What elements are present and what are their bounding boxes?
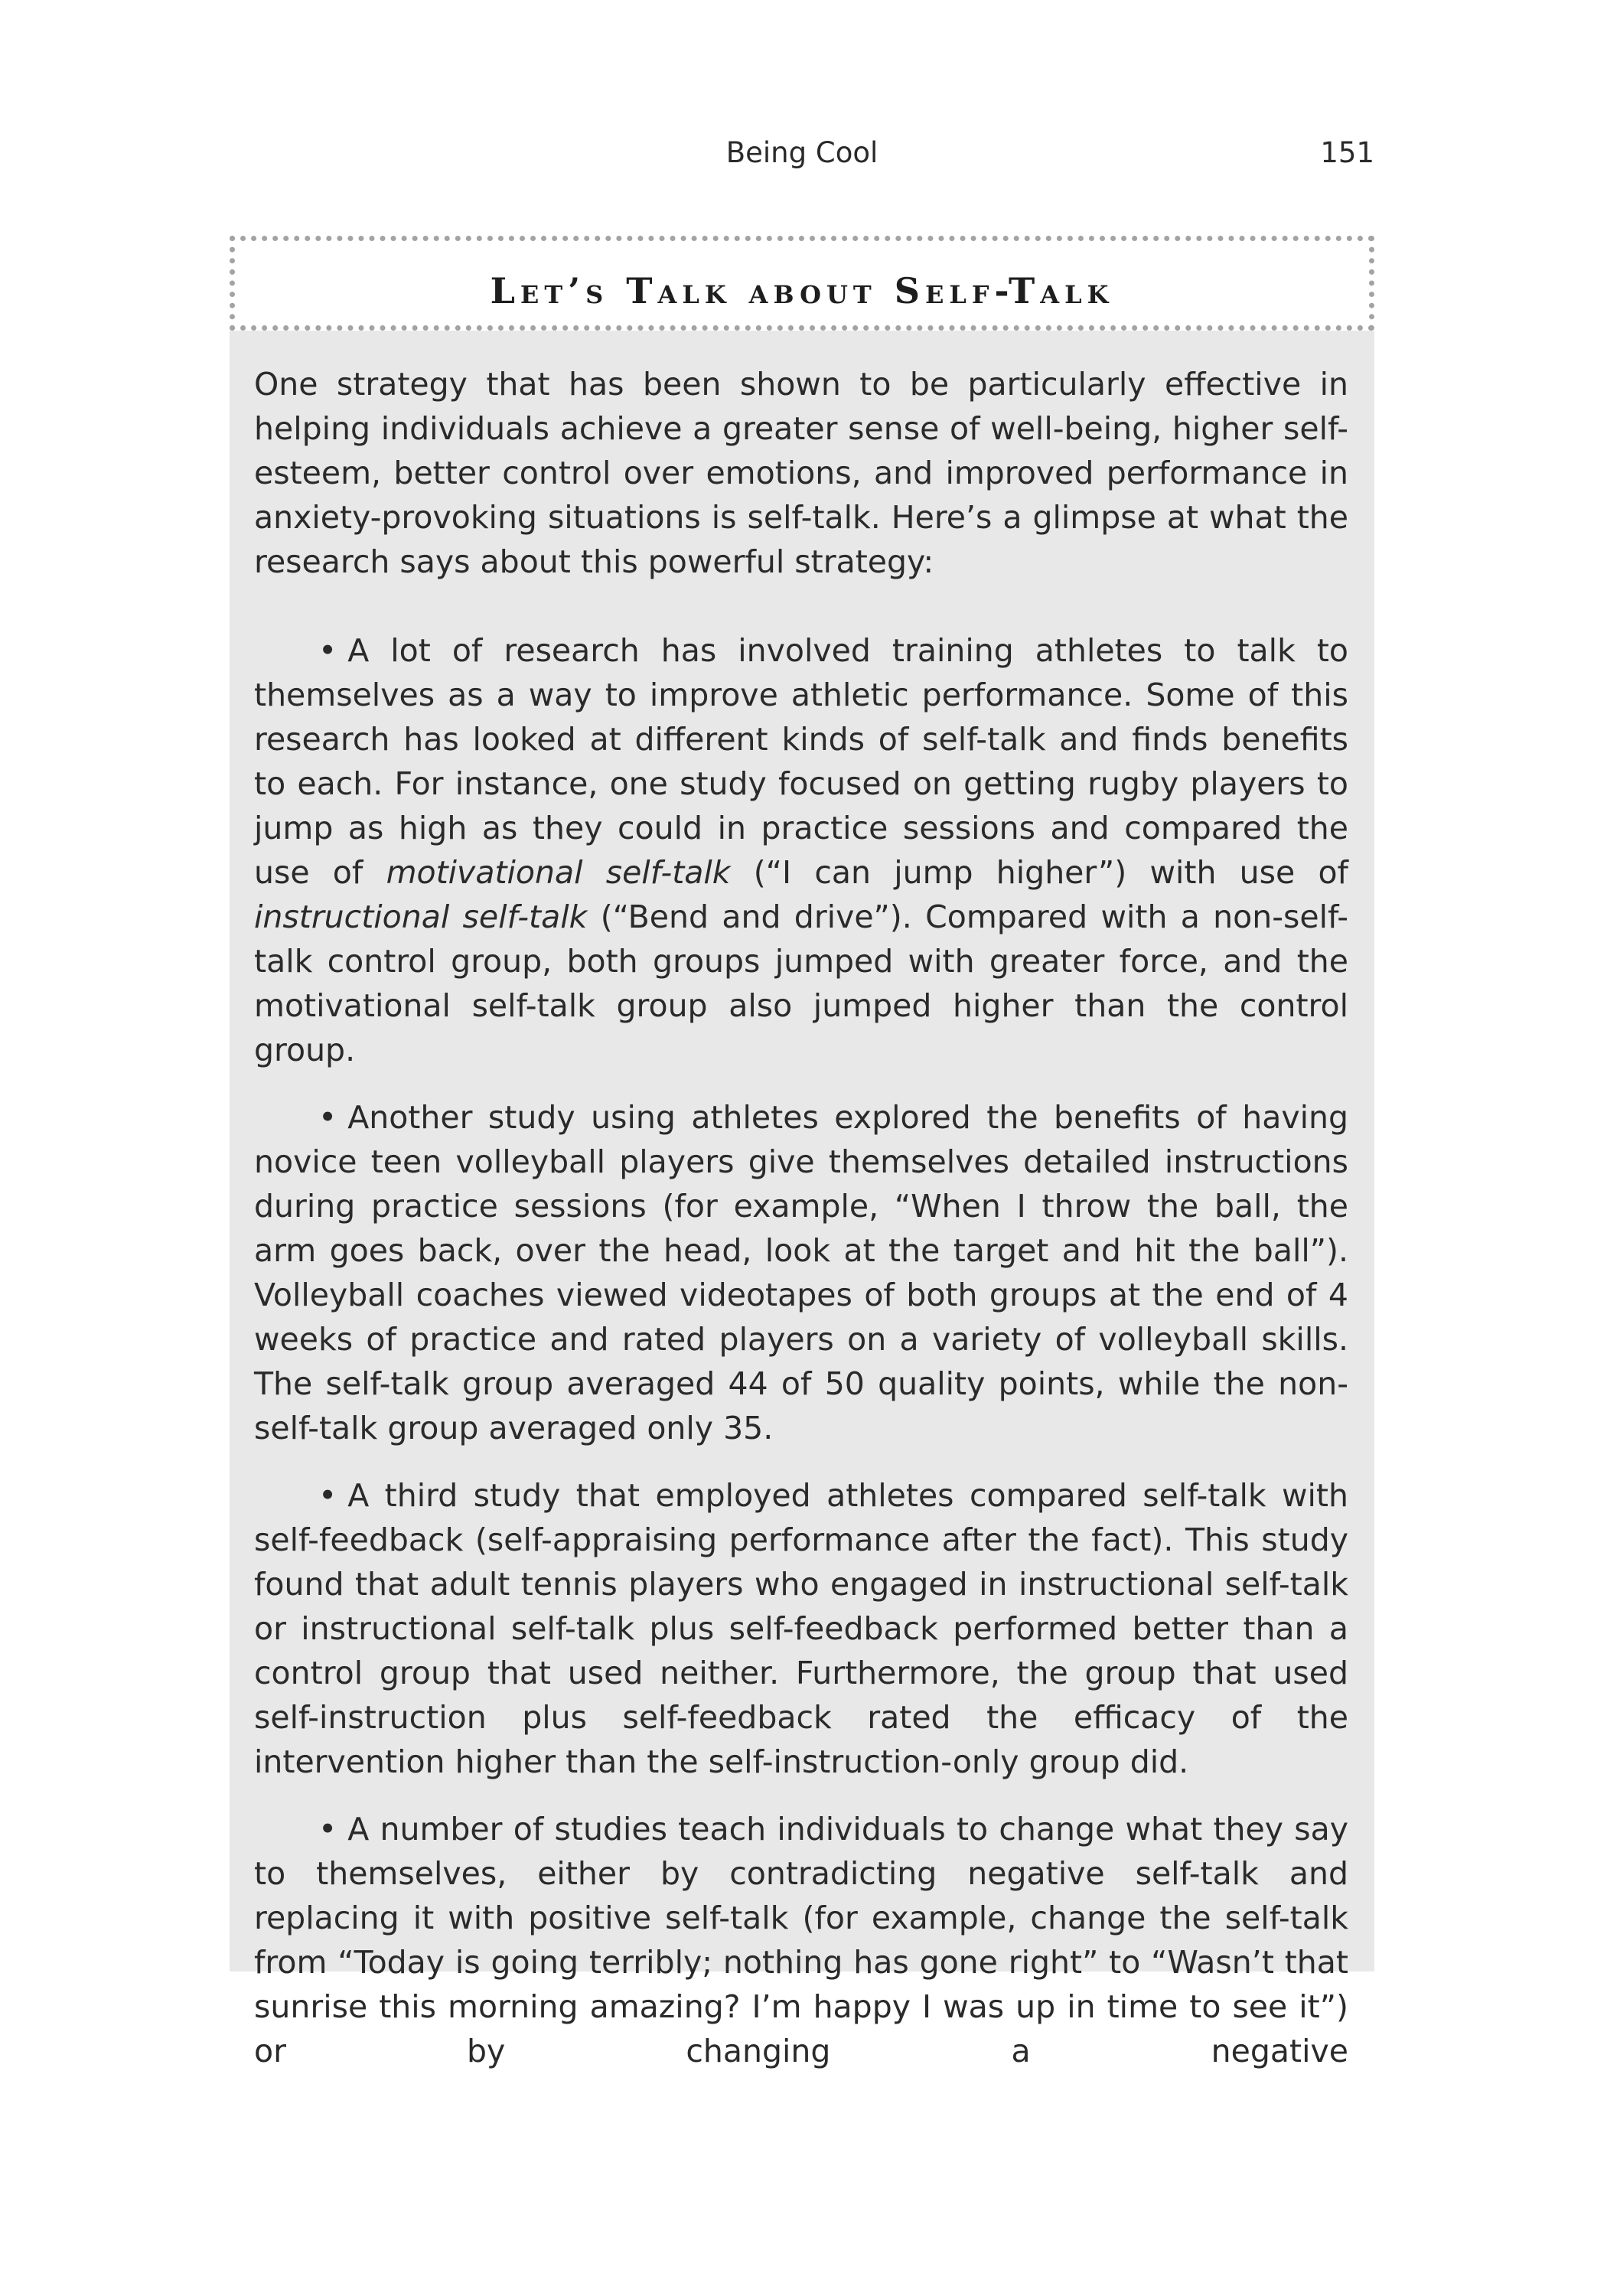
bullet-1-text-2: (“I can jump higher”) with use of (730, 854, 1348, 891)
page-number: 151 (1320, 136, 1374, 169)
bullet-4-text: A number of studies teach individuals to change what they say to themselves, either by contradicting negative self-talk and replacing it with positive self-talk (for example, change the self-talk from “Today is going terribly; nothing has gone right” to “Wasn’t that sunrise this morning amazing? I’m happy I was up in time to see it”) or by changing a negative (254, 1811, 1348, 2069)
bullet-1-emphasis-2: instructional self-talk (254, 899, 588, 935)
sidebar-body (254, 362, 1348, 2073)
bullet-icon: • (318, 1099, 337, 1136)
bullet-2-text: Another study using athletes explored the benefits of having novice teen volleyball players give themselves detailed instructions during practice sessions (for example, “When I throw the ball, the arm goes back, over the head, look at the target and hit the ball”). Volleyball coaches viewed videotapes of both groups at the end of 4 weeks of practice and rated players on a variety of volleyball skills. The self-talk group averaged 44 of 50 quality points, while the non-self-talk group averaged only 35. (254, 1099, 1348, 1446)
sidebar-header (230, 236, 1374, 331)
running-head-title: Being Cool (725, 136, 878, 169)
bullet-icon: • (318, 632, 337, 669)
bullet-paragraph-2 (254, 1095, 1348, 1450)
bullet-1-text-1: A lot of research has involved training athletes to talk to themselves as a way to improve athletic performance. Some of this research has looked at different kinds of self-talk and finds benefits to each. For instance, one study focused on getting rugby players to jump as high as they could in practice sessions and compared the use of (254, 632, 1348, 891)
bullet-1-text-3: (“Bend and drive”). Compared with a non-self-talk control group, both groups jumped with greater force, and the motivational self-talk group also jumped higher than the control group. (254, 899, 1348, 1068)
bullet-paragraph-3 (254, 1473, 1348, 1784)
bullet-icon: • (318, 1477, 337, 1514)
bullet-icon: • (318, 1811, 337, 1848)
bullet-3-text: A third study that employed athletes compared self-talk with self-feedback (self-appraising performance after the fact). This study found that adult tennis players who engaged in instructional self-talk or instructional self-talk plus self-feedback performed better than a control group that used neither. Furthermore, the group that used self-instruction plus self-feedback rated the efficacy of the intervention higher than the self-instruction-only group did. (254, 1477, 1348, 1780)
bullet-paragraph-4 (254, 1807, 1348, 2073)
sidebar-heading: Let’s Talk about Self-Talk (490, 270, 1114, 311)
intro-paragraph: One strategy that has been shown to be particularly effective in helping individuals achieve a greater sense of well-being, higher self-esteem, better control over emotions, and improved performance in anxiety-provoking situations is self-talk. Here’s a glimpse at what the research says about this powerful strategy: (254, 366, 1348, 580)
sidebar-box (230, 236, 1374, 2069)
running-head (230, 136, 1374, 174)
bullet-paragraph-1 (254, 628, 1348, 1072)
bullet-1-emphasis-1: motivational self-talk (386, 854, 731, 891)
